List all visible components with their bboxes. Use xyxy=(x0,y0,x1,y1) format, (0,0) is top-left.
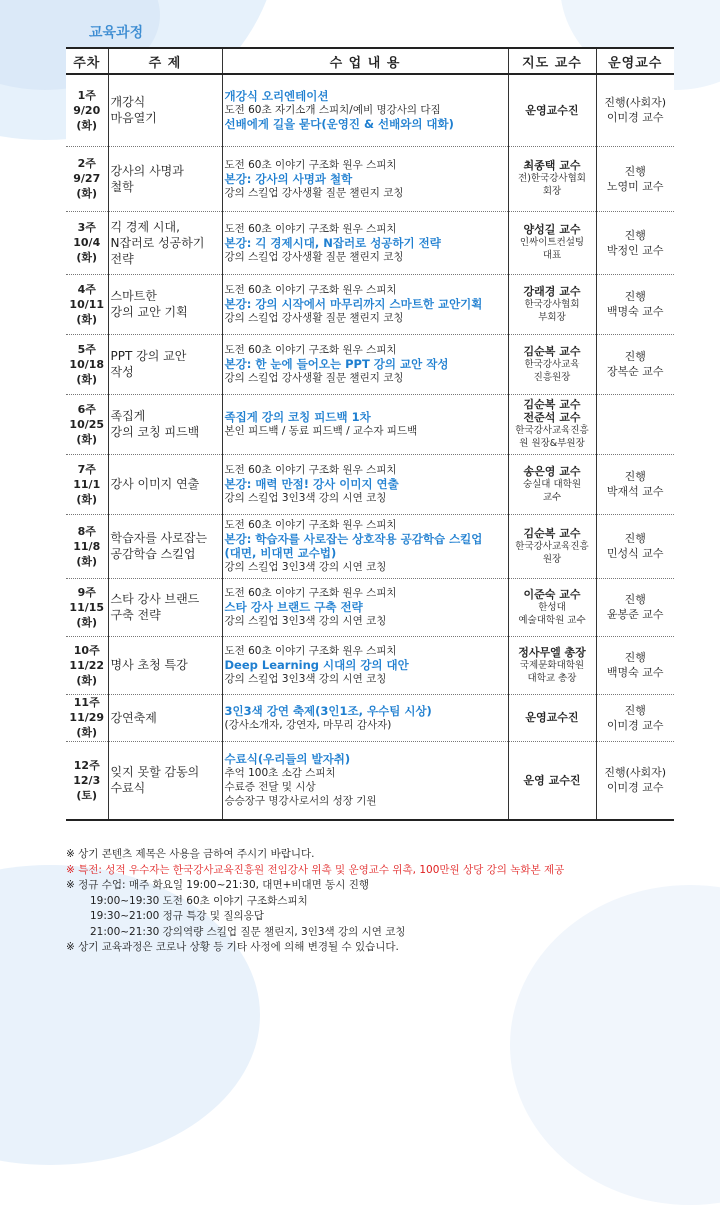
content-line: 본인 피드백 / 동료 피드백 / 교수자 피드백 xyxy=(224,425,418,437)
subject-line: 학습자를 사로잡는 xyxy=(110,531,208,545)
operator-line: 진행 xyxy=(624,593,646,606)
subject-cell xyxy=(108,694,222,741)
lecturer-name: 최종택 교수 xyxy=(523,159,581,172)
content-line: 강의 스킬업 강사생활 질문 챌린지 코칭 xyxy=(224,372,404,384)
lecturer-affiliation: 대학교 총장 xyxy=(527,672,577,684)
week-line: 10/4 xyxy=(73,236,101,249)
operator-cell xyxy=(596,694,674,741)
week-line: (화) xyxy=(76,372,98,386)
content-highlight: 선배에게 길을 묻다(운영진 & 선배와의 대화) xyxy=(224,117,454,132)
operator-line: 이미경 교수 xyxy=(606,718,664,732)
subject-cell xyxy=(108,146,222,211)
week-cell xyxy=(66,454,108,514)
week-cell xyxy=(66,741,108,820)
operator-line: 장복순 교수 xyxy=(606,365,664,378)
table-row xyxy=(66,694,674,741)
subject-line: 강의 코칭 피드백 xyxy=(110,425,200,439)
header-subject: 주 제 xyxy=(108,48,222,74)
operator-line: 진행(사회자) xyxy=(604,96,667,110)
week-line: 5주 xyxy=(77,342,96,356)
lecturer-affiliation: 부회장 xyxy=(538,311,566,323)
subject-line: 스마트한 xyxy=(110,289,157,303)
lecturer-name: 운영교수진 xyxy=(525,103,579,117)
subject-cell xyxy=(108,211,222,274)
lecturer-name: 강래경 교수 xyxy=(523,284,581,298)
subject-line: 스타 강사 브랜드 xyxy=(110,592,200,606)
content-cell xyxy=(222,741,508,820)
operator-line: 진행 xyxy=(624,350,646,363)
lecturer-affiliation: 한성대 xyxy=(538,601,566,613)
lecturer-name: 운영 교수진 xyxy=(523,773,581,787)
content-highlight: 3인3색 강연 축제(3인1조, 우수팀 시상) xyxy=(224,703,432,718)
week-line: (화) xyxy=(76,251,98,264)
lecturer-affiliation: 예술대학원 교수 xyxy=(518,614,586,626)
content-line: 강의 스킬업 강사생활 질문 챌린지 코칭 xyxy=(224,312,404,324)
content-cell xyxy=(222,74,508,146)
operator-cell xyxy=(596,334,674,394)
subject-line: 잊지 못할 감동의 xyxy=(110,765,200,780)
operator-line: 윤봉준 교수 xyxy=(606,608,664,621)
subject-line: 구축 전략 xyxy=(110,608,161,622)
week-line: 9/20 xyxy=(73,103,101,117)
content-line: 강의 스킬업 3인3색 강의 시연 코칭 xyxy=(224,673,387,685)
table-row xyxy=(66,514,674,578)
subject-cell xyxy=(108,578,222,636)
subject-line: 강연축제 xyxy=(110,710,157,725)
week-cell xyxy=(66,74,108,146)
subject-cell xyxy=(108,274,222,334)
lecturer-name: 송은영 교수 xyxy=(523,464,581,478)
content-line: 승승장구 명강사로서의 성장 기원 xyxy=(224,795,377,808)
content-highlight: 본강: 한 눈에 들어오는 PPT 강의 교안 작성 xyxy=(224,357,449,371)
content-cell xyxy=(222,514,508,578)
week-cell xyxy=(66,274,108,334)
lecturer-name: 김순복 교수 xyxy=(523,398,581,411)
subject-cell xyxy=(108,74,222,146)
content-line: 도전 60초 이야기 구조화 원우 스피치 xyxy=(224,519,397,531)
lecturer-affiliation: 국제문화대학원 xyxy=(519,659,585,671)
operator-line: 이미경 교수 xyxy=(606,781,664,795)
week-line: (화) xyxy=(76,187,98,200)
subject-line: 전략 xyxy=(110,251,134,266)
lecturer-cell xyxy=(508,211,596,274)
operator-line: 백명숙 교수 xyxy=(606,666,664,679)
content-line: 도전 60초 이야기 구조화 원우 스피치 xyxy=(224,284,397,296)
table-row xyxy=(66,636,674,694)
content-cell xyxy=(222,636,508,694)
content-highlight: 본강: 학습자를 사로잡는 상호작용 공감학습 스킬업 xyxy=(224,532,483,546)
content-highlight: (대면, 비대면 교수법) xyxy=(224,546,337,560)
week-cell xyxy=(66,394,108,454)
lecturer-name: 전준석 교수 xyxy=(523,411,581,424)
table-row xyxy=(66,741,674,820)
lecturer-affiliation: 숭실대 대학원 xyxy=(522,478,582,490)
operator-line: 박재석 교수 xyxy=(606,485,664,498)
notes-section xyxy=(66,847,564,956)
content-line: 도전 60초 이야기 구조화 원우 스피치 xyxy=(224,645,397,657)
content-line: 도전 60초 이야기 구조화 원우 스피치 xyxy=(224,158,397,171)
content-line: (강사소개자, 강연자, 마무리 감사자) xyxy=(224,718,392,731)
week-cell xyxy=(66,334,108,394)
week-line: 11주 xyxy=(73,696,100,709)
subject-cell xyxy=(108,394,222,454)
note-line: ※ 상기 콘텐츠 제목은 사용을 금하여 주시기 바랍니다. xyxy=(66,848,315,860)
operator-line: 백명숙 교수 xyxy=(606,305,664,318)
note-line: ※ 특전: 성적 우수자는 한국강사교육진흥원 전임강사 위촉 및 운영교수 위촉, 100만원 상당 강의 녹화본 제공 xyxy=(66,863,565,876)
operator-cell xyxy=(596,741,674,820)
operator-line: 진행 xyxy=(624,290,646,303)
content-cell xyxy=(222,694,508,741)
content-line: 도전 60초 이야기 구조화 원우 스피치 xyxy=(224,222,397,235)
week-line: 4주 xyxy=(77,282,96,296)
table-row xyxy=(66,394,674,454)
week-line: 12/3 xyxy=(73,773,101,787)
lecturer-cell xyxy=(508,694,596,741)
note-line: 19:30~21:00 정규 특강 및 질의응답 xyxy=(90,910,264,922)
header-lecturer: 지도 교수 xyxy=(508,48,596,74)
operator-cell xyxy=(596,211,674,274)
week-line: 10/18 xyxy=(69,357,105,371)
content-highlight: 본강: 긱 경제시대, N잡러로 성공하기 전략 xyxy=(224,235,441,250)
content-cell xyxy=(222,578,508,636)
subject-line: 작성 xyxy=(110,365,134,379)
week-line: (화) xyxy=(76,615,98,629)
note-line: ※ 상기 교육과정은 코로나 상황 등 기타 사정에 의해 변경될 수 있습니다. xyxy=(66,941,399,953)
operator-line: 노영미 교수 xyxy=(606,179,664,193)
lecturer-affiliation: 원 원장&부원장 xyxy=(519,438,585,449)
subject-cell xyxy=(108,636,222,694)
operator-line: 박정인 교수 xyxy=(606,243,664,257)
subject-line: PPT 강의 교안 xyxy=(110,349,187,363)
content-line: 도전 60초 이야기 구조화 원우 스피치 xyxy=(224,464,397,476)
lecturer-affiliation: 교수 xyxy=(542,491,562,503)
week-line: (화) xyxy=(76,726,98,739)
subject-line: 공감학습 스킬업 xyxy=(110,547,196,561)
week-line: 10/25 xyxy=(69,417,105,431)
subject-line: N잡러로 성공하기 xyxy=(110,235,205,250)
week-line: 3주 xyxy=(77,221,96,234)
subject-line: 개강식 xyxy=(110,95,146,110)
week-cell xyxy=(66,514,108,578)
subject-line: 강사 이미지 연출 xyxy=(110,477,200,491)
content-cell xyxy=(222,454,508,514)
week-line: (화) xyxy=(76,492,98,506)
week-line: 2주 xyxy=(77,157,96,170)
week-line: (토) xyxy=(76,788,98,802)
lecturer-cell xyxy=(508,454,596,514)
content-line: 강의 스킬업 3인3색 강의 시연 코칭 xyxy=(224,561,387,573)
week-cell xyxy=(66,578,108,636)
content-highlight: 수료식(우리들의 발자취) xyxy=(224,752,351,767)
lecturer-name: 양성길 교수 xyxy=(523,223,581,236)
subject-cell xyxy=(108,334,222,394)
lecturer-cell xyxy=(508,146,596,211)
table-row xyxy=(66,578,674,636)
week-cell xyxy=(66,146,108,211)
week-line: 11/29 xyxy=(69,711,105,724)
week-line: 10주 xyxy=(73,643,100,657)
lecturer-cell xyxy=(508,636,596,694)
lecturer-cell xyxy=(508,514,596,578)
week-line: 11/15 xyxy=(69,600,105,614)
content-line: 강의 스킬업 3인3색 강의 시연 코칭 xyxy=(224,615,387,627)
subject-line: 족집게 xyxy=(110,409,146,423)
week-line: 7주 xyxy=(77,462,96,476)
lecturer-name: 이준숙 교수 xyxy=(523,587,581,601)
table-row xyxy=(66,146,674,211)
table-row xyxy=(66,74,674,146)
lecturer-affiliation: 한국강사교육진흥 xyxy=(515,540,589,552)
content-line: 도전 60초 이야기 구조화 원우 스피치 xyxy=(224,587,397,599)
operator-cell xyxy=(596,274,674,334)
operator-cell xyxy=(596,146,674,211)
operator-line: 민성식 교수 xyxy=(606,547,664,560)
content-highlight: 본강: 강의 시작에서 마무리까지 스마트한 교안기획 xyxy=(224,297,483,311)
content-line: 강의 스킬업 강사생활 질문 챌린지 코칭 xyxy=(224,250,404,263)
content-highlight: 본강: 강사의 사명과 철학 xyxy=(224,171,353,186)
content-line: 도전 60초 자기소개 스피치/예비 명강사의 다짐 xyxy=(224,104,441,117)
lecturer-cell xyxy=(508,741,596,820)
operator-cell xyxy=(596,74,674,146)
lecturer-name: 김순복 교수 xyxy=(523,344,581,358)
lecturer-cell xyxy=(508,74,596,146)
week-line: 11/22 xyxy=(69,658,105,672)
content-highlight: 스타 강사 브랜드 구축 전략 xyxy=(224,600,363,614)
week-line: (화) xyxy=(76,118,98,132)
lecturer-affiliation: 한국강사교육진흥 xyxy=(515,425,589,436)
table-row xyxy=(66,274,674,334)
lecturer-affiliation: 대표 xyxy=(542,250,562,261)
week-line: 11/1 xyxy=(73,477,101,491)
week-line: 11/8 xyxy=(73,539,101,553)
week-line: (화) xyxy=(76,312,98,326)
subject-line: 철학 xyxy=(110,179,134,194)
subject-line: 강의 교안 기획 xyxy=(110,305,188,319)
lecturer-affiliation: 전)한국강사협회 xyxy=(518,173,586,184)
table-row xyxy=(66,334,674,394)
lecturer-affiliation: 인싸이트컨설팅 xyxy=(519,237,585,248)
lecturer-affiliation: 한국강사교육 xyxy=(524,358,580,370)
week-line: (화) xyxy=(76,673,98,687)
lecturer-name: 정사무엘 총장 xyxy=(518,645,586,659)
lecturer-cell xyxy=(508,334,596,394)
content-highlight: 본강: 매력 만점! 강사 이미지 연출 xyxy=(224,477,399,491)
subject-line: 마음열기 xyxy=(110,111,157,126)
operator-cell xyxy=(596,636,674,694)
header-week: 주차 xyxy=(66,48,108,74)
week-line: (화) xyxy=(76,554,98,568)
week-cell xyxy=(66,636,108,694)
content-cell xyxy=(222,334,508,394)
content-cell xyxy=(222,394,508,454)
lecturer-name: 운영교수진 xyxy=(525,711,579,724)
week-line: 10/11 xyxy=(69,297,105,311)
operator-cell xyxy=(596,578,674,636)
week-cell xyxy=(66,211,108,274)
table-header-row xyxy=(66,48,674,74)
subject-line: 강사의 사명과 xyxy=(110,163,184,178)
operator-line: 진행 xyxy=(624,703,646,717)
subject-cell xyxy=(108,454,222,514)
content-highlight: 개강식 오리엔테이션 xyxy=(224,89,329,104)
header-operator: 운영교수 xyxy=(596,48,674,74)
content-cell xyxy=(222,274,508,334)
lecturer-affiliation: 원장 xyxy=(542,553,562,565)
subject-cell xyxy=(108,514,222,578)
content-cell xyxy=(222,211,508,274)
content-highlight: 족집게 강의 코칭 피드백 1차 xyxy=(224,410,371,424)
week-line: 1주 xyxy=(77,88,96,102)
content-line: 수료증 전달 및 시상 xyxy=(224,781,316,794)
week-line: 12주 xyxy=(73,758,100,772)
subject-cell xyxy=(108,741,222,820)
operator-line: 진행 xyxy=(624,651,646,664)
subject-line: 명사 초청 특강 xyxy=(110,658,188,672)
table-row xyxy=(66,211,674,274)
week-line: 9/27 xyxy=(73,172,101,185)
lecturer-name: 김순복 교수 xyxy=(523,526,581,540)
lecturer-affiliation: 진흥원장 xyxy=(533,371,571,383)
content-line: 추억 100초 소감 스피치 xyxy=(224,767,336,780)
operator-line: 진행 xyxy=(624,164,646,178)
content-highlight: Deep Learning 시대의 강의 대안 xyxy=(224,658,409,672)
note-line: 21:00~21:30 강의역량 스킬업 질문 챌린지, 3인3색 강의 시연 코칭 xyxy=(90,925,406,938)
lecturer-cell xyxy=(508,274,596,334)
note-line: 19:00~19:30 도전 60초 이야기 구조화스피치 xyxy=(90,894,308,907)
week-line: 8주 xyxy=(77,524,96,538)
lecturer-affiliation: 한국강사협회 xyxy=(524,298,580,310)
lecturer-affiliation: 회장 xyxy=(542,186,562,197)
week-line: 6주 xyxy=(77,402,96,416)
operator-line: 진행 xyxy=(624,470,646,483)
week-line: (화) xyxy=(76,432,98,446)
week-cell xyxy=(66,694,108,741)
operator-line: 진행(사회자) xyxy=(604,766,667,780)
operator-cell xyxy=(596,454,674,514)
curriculum-table xyxy=(66,47,674,821)
content-cell xyxy=(222,146,508,211)
header-content: 수 업 내 용 xyxy=(222,48,508,74)
note-line: ※ 정규 수업: 매주 화요일 19:00~21:30, 대면+비대면 동시 진행 xyxy=(66,879,370,891)
lecturer-cell xyxy=(508,578,596,636)
operator-line: 진행 xyxy=(624,532,646,545)
operator-cell xyxy=(596,514,674,578)
operator-line: 이미경 교수 xyxy=(606,111,664,125)
operator-line: 진행 xyxy=(624,228,646,242)
page-title: 교육과정 xyxy=(89,25,144,41)
content-line: 강의 스킬업 강사생활 질문 챌린지 코칭 xyxy=(224,186,404,199)
lecturer-cell xyxy=(508,394,596,454)
content-line: 도전 60초 이야기 구조화 원우 스피치 xyxy=(224,344,397,356)
table-row xyxy=(66,454,674,514)
content-line: 강의 스킬업 3인3색 강의 시연 코칭 xyxy=(224,492,387,504)
subject-line: 긱 경제 시대, xyxy=(110,219,180,234)
week-line: 9주 xyxy=(77,585,96,599)
subject-line: 수료식 xyxy=(110,781,146,796)
operator-cell xyxy=(596,394,674,454)
